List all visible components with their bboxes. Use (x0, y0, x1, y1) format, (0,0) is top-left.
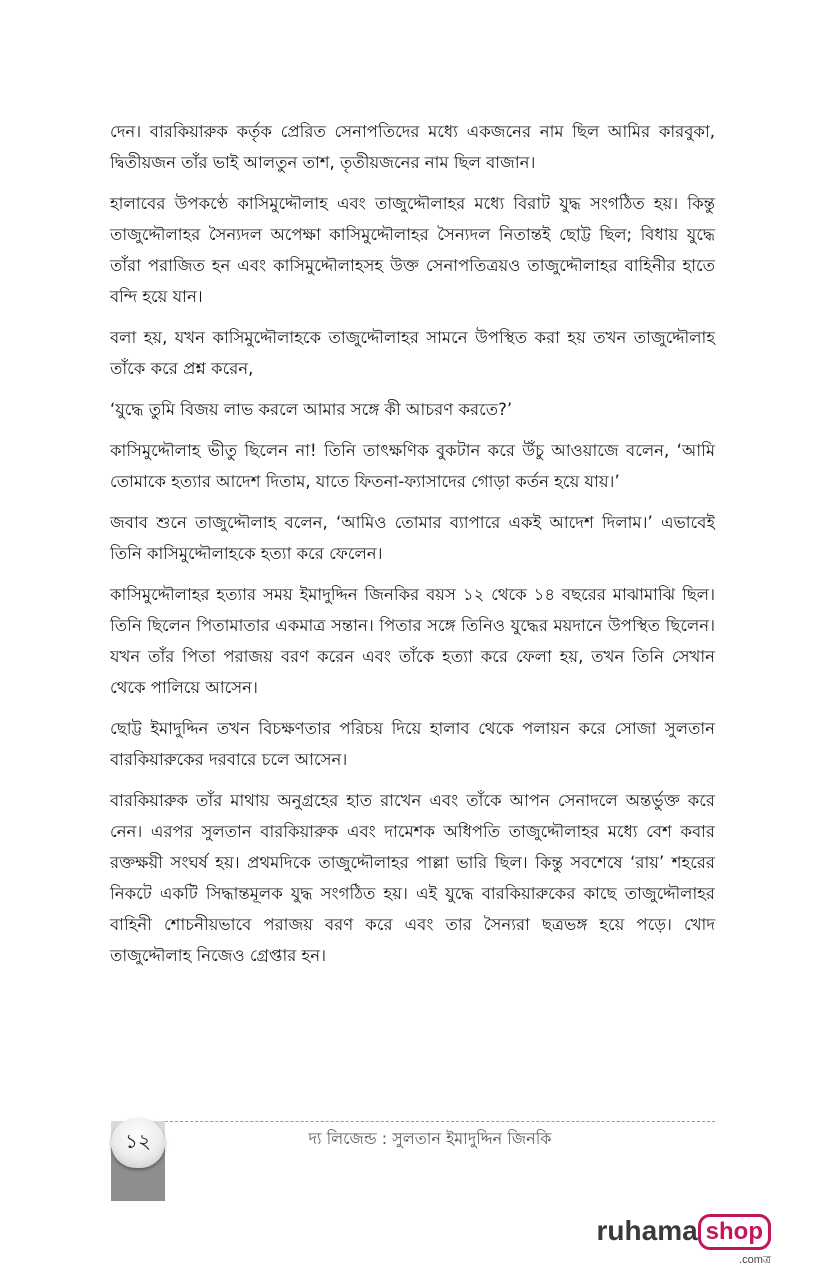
footer-divider (150, 1121, 715, 1122)
brand-domain: .comত্র (739, 1254, 771, 1266)
brand-shop-group (698, 1214, 771, 1270)
brand-shop-badge: shop (698, 1214, 771, 1250)
page-body (110, 116, 715, 981)
paragraph-6: জবাব শুনে তাজুদ্দৌলাহ বলেন, ‘আমিও তোমার ব্যাপারে একই আদেশ দিলাম।’ এভাবেই তিনি কাসিমুদ্দৌলাহকে হত্যা করে ফেলেন। (110, 513, 715, 563)
paragraph-9: বারকিয়ারুক তাঁর মাথায় অনুগ্রহের হাত রাখেন এবং তাঁকে আপন সেনাদলে অন্তর্ভুক্ত করে নেন। এরপর সুলতান বারকিয়ারুক এবং দামেশক অধিপতি তাজুদ্দৌলাহর মধ্যে বেশ কবার রক্তক্ষয়ী সংঘর্ষ হয়। প্রথমদিকে তাজুদ্দৌলাহর পাল্লা ভারি ছিল। কিন্তু সবশেষে ‘রায়’ শহরের নিকটে একটি সিদ্ধান্তমূলক যুদ্ধ সংগঠিত হয়। এই যুদ্ধে বারকিয়ারুকের কাছে তাজুদ্দৌলাহর বাহিনী শোচনীয়ভাবে পরাজয় বরণ করে এবং তার সৈন্যরা ছত্রভঙ্গ হয়ে পড়ে। খোদ তাজুদ্দৌলাহ নিজেও গ্রেপ্তার হন। (110, 791, 715, 965)
paragraph-7: কাসিমুদ্দৌলাহর হত্যার সময় ইমাদুদ্দিন জিনকির বয়স ১২ থেকে ১৪ বছরের মাঝামাঝি ছিল। তিনি ছিলেন পিতামাতার একমাত্র সন্তান। পিতার সঙ্গে তিনিও যুদ্ধের ময়দানে উপস্থিত ছিলেন। যখন তাঁর পিতা পরাজয় বরণ করেন এবং তাঁকে হত্যা করে ফেলা হয়, তখন তিনি সেখান থেকে পালিয়ে আসেন। (110, 585, 715, 697)
brand-watermark (597, 1214, 771, 1270)
paragraph-4-quote: ‘যুদ্ধে তুমি বিজয় লাভ করলে আমার সঙ্গে কী আচরণ করতে?’ (110, 400, 513, 419)
paragraph-5: কাসিমুদ্দৌলাহ ভীতু ছিলেন না! তিনি তাৎক্ষণিক বুকটান করে উঁচু আওয়াজে বলেন, ‘আমি তোমাকে হত্যার আদেশ দিতাম, যাতে ফিতনা-ফ্যাসাদের গোড়া কর্তন হয়ে যায়।’ (110, 441, 715, 491)
paragraph-3: বলা হয়, যখন কাসিমুদ্দৌলাহকে তাজুদ্দৌলাহর সামনে উপস্থিত করা হয় তখন তাজুদ্দৌলাহ তাঁকে করে প্রশ্ন করেন, (110, 328, 715, 378)
brand-name: ruhama (596, 1215, 698, 1246)
paragraph-2: হালাবের উপকণ্ঠে কাসিমুদ্দৌলাহ এবং তাজুদ্দৌলাহর মধ্যে বিরাট যুদ্ধ সংগঠিত হয়। কিন্তু তাজুদ্দৌলাহর সৈন্যদল অপেক্ষা কাসিমুদ্দৌলাহর সৈন্যদল নিতান্তই ছোট্ট ছিল; বিধায় যুদ্ধে তাঁরা পরাজিত হন এবং কাসিমুদ্দৌলাহসহ উক্ত সেনাপতিত্রয়ও তাজুদ্দৌলাহর বাহিনীর হাতে বন্দি হয়ে যান। (110, 194, 715, 306)
paragraph-8: ছোট্ট ইমাদুদ্দিন তখন বিচক্ষণতার পরিচয় দিয়ে হালাব থেকে পলায়ন করে সোজা সুলতান বারকিয়ারুকের দরবারে চলে আসেন। (110, 719, 715, 769)
running-title: দ্য লিজেন্ড : সুলতান ইমাদুদ্দিন জিনকি (308, 1129, 552, 1148)
paragraph-1: দেন। বারকিয়ারুক কর্তৃক প্রেরিত সেনাপতিদের মধ্যে একজনের নাম ছিল আমির কারবুকা, দ্বিতীয়জন তাঁর ভাই আলতুন তাশ, তৃতীয়জনের নাম ছিল বাজান। (110, 122, 715, 172)
page-number: ১২ (111, 1118, 165, 1168)
